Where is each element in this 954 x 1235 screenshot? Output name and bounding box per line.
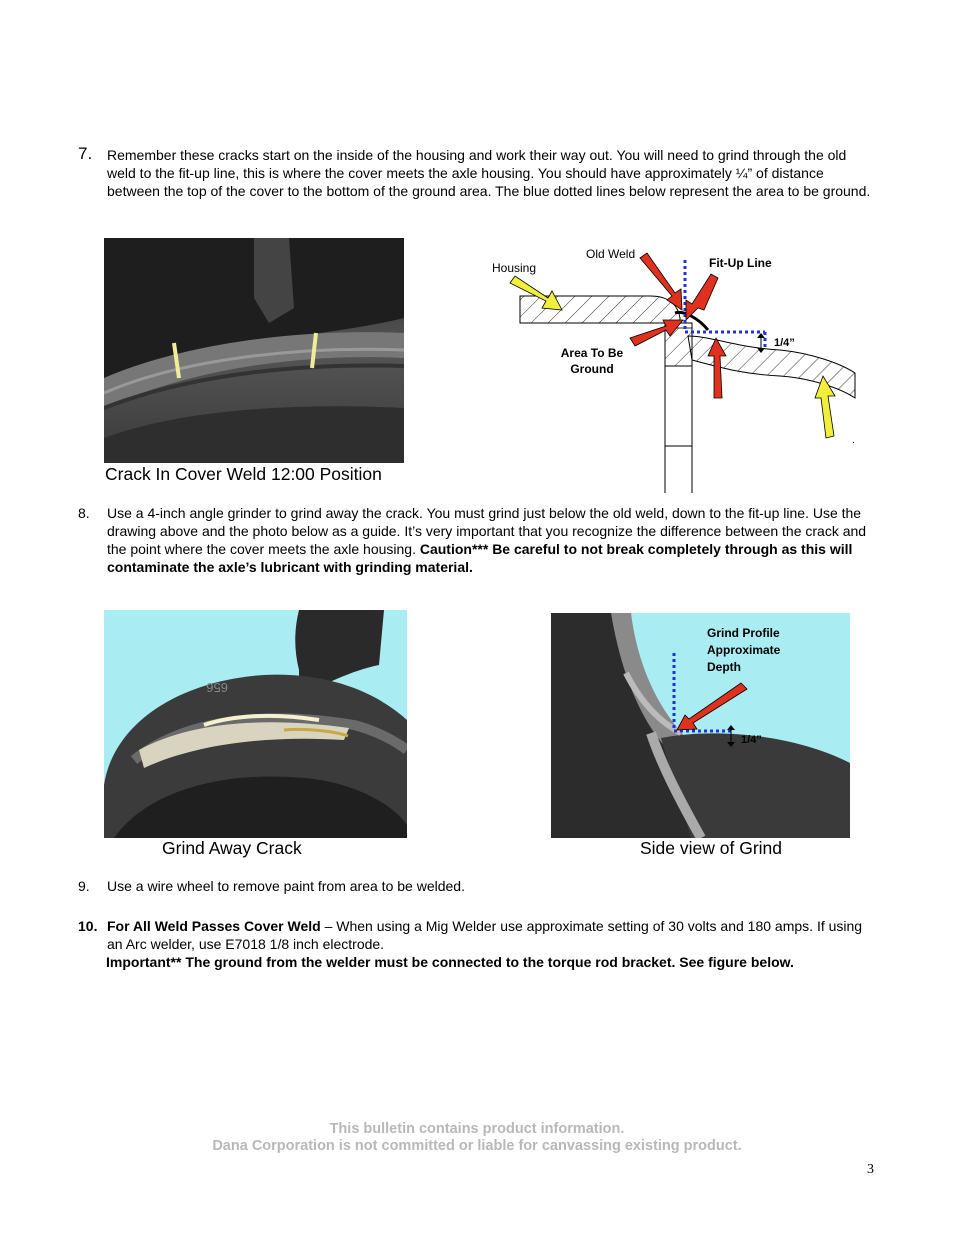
casting-stamp: 656: [206, 680, 228, 695]
step-8-caution: Caution*** Be careful to not break completely through as this will contaminate the axle’s lubricant with grinding material.: [107, 541, 853, 575]
grind-away-crack-photo: [104, 610, 407, 838]
old-weld-label: Old Weld: [586, 247, 636, 261]
photo-3-caption: Side view of Grind: [640, 838, 783, 858]
diagram-quarter-label: 1/4”: [774, 337, 795, 349]
step-8-text: Use a 4-inch angle grinder to grind away the crack. You must grind just below the old weld, down to the fit-up line. Use the drawing above and the photo below as a guide. It’s very important that you recognize the difference between the crack and the point where the cover meets the axle housing.: [107, 505, 867, 557]
crack-cover-weld-photo: [104, 238, 404, 463]
step-10-paragraph: [107, 917, 877, 953]
photo-1-caption: Crack In Cover Weld 12:00 Position: [105, 464, 382, 484]
fit-up-line-label: Fit-Up Line: [709, 256, 772, 270]
step-9-text: Use a wire wheel to remove paint from area to be welded.: [107, 878, 465, 894]
housing-label: Housing: [492, 261, 537, 275]
fit-up-arrow: [686, 274, 718, 320]
footer-line-2: Dana Corporation is not committed or liable for canvassing existing product.: [212, 1138, 742, 1154]
step-8-paragraph: [107, 504, 877, 576]
area-to-be-label: Area To Be: [560, 346, 624, 360]
grind-profile-label: Grind Profile: [707, 626, 780, 640]
step-7-number: 7.: [78, 144, 93, 163]
weld-cross-section-diagram: [480, 238, 880, 493]
step-10-important: Important** The ground from the welder must be connected to the torque rod bracket. See figure below.: [106, 954, 794, 970]
step-8-number: 8.: [78, 505, 90, 521]
depth-label: Depth: [707, 660, 741, 674]
side-view-grind-photo: [551, 613, 850, 838]
photo-2-caption: Grind Away Crack: [162, 838, 302, 858]
approximate-label: Approximate: [707, 643, 781, 657]
photo-3-quarter-label: 1/4”: [741, 734, 762, 746]
step-10-lead: For All Weld Passes Cover Weld: [107, 918, 321, 934]
step-9-number: 9.: [78, 878, 90, 894]
step-10-number: 10.: [78, 918, 98, 934]
ground-label: Ground: [570, 362, 614, 376]
step-10-text: – When using a Mig Welder use approximate setting of 30 volts and 180 amps. If using an Arc welder, use E7018 1/8 inch electrode.: [107, 918, 863, 952]
footer-line-1: This bulletin contains product information.: [329, 1121, 625, 1137]
page-number: 3: [867, 1162, 874, 1177]
diagram-dot: .: [852, 435, 855, 446]
step-7-text: Remember these cracks start on the inside of the housing and work their way out. You will need to grind through the old weld to the fit-up line, this is where the cover meets the axle housing. You should have approximately ¼” of distance between the top of the cover to the bottom of the ground area. The blue dotted lines below represent the area to be ground.: [107, 147, 871, 199]
